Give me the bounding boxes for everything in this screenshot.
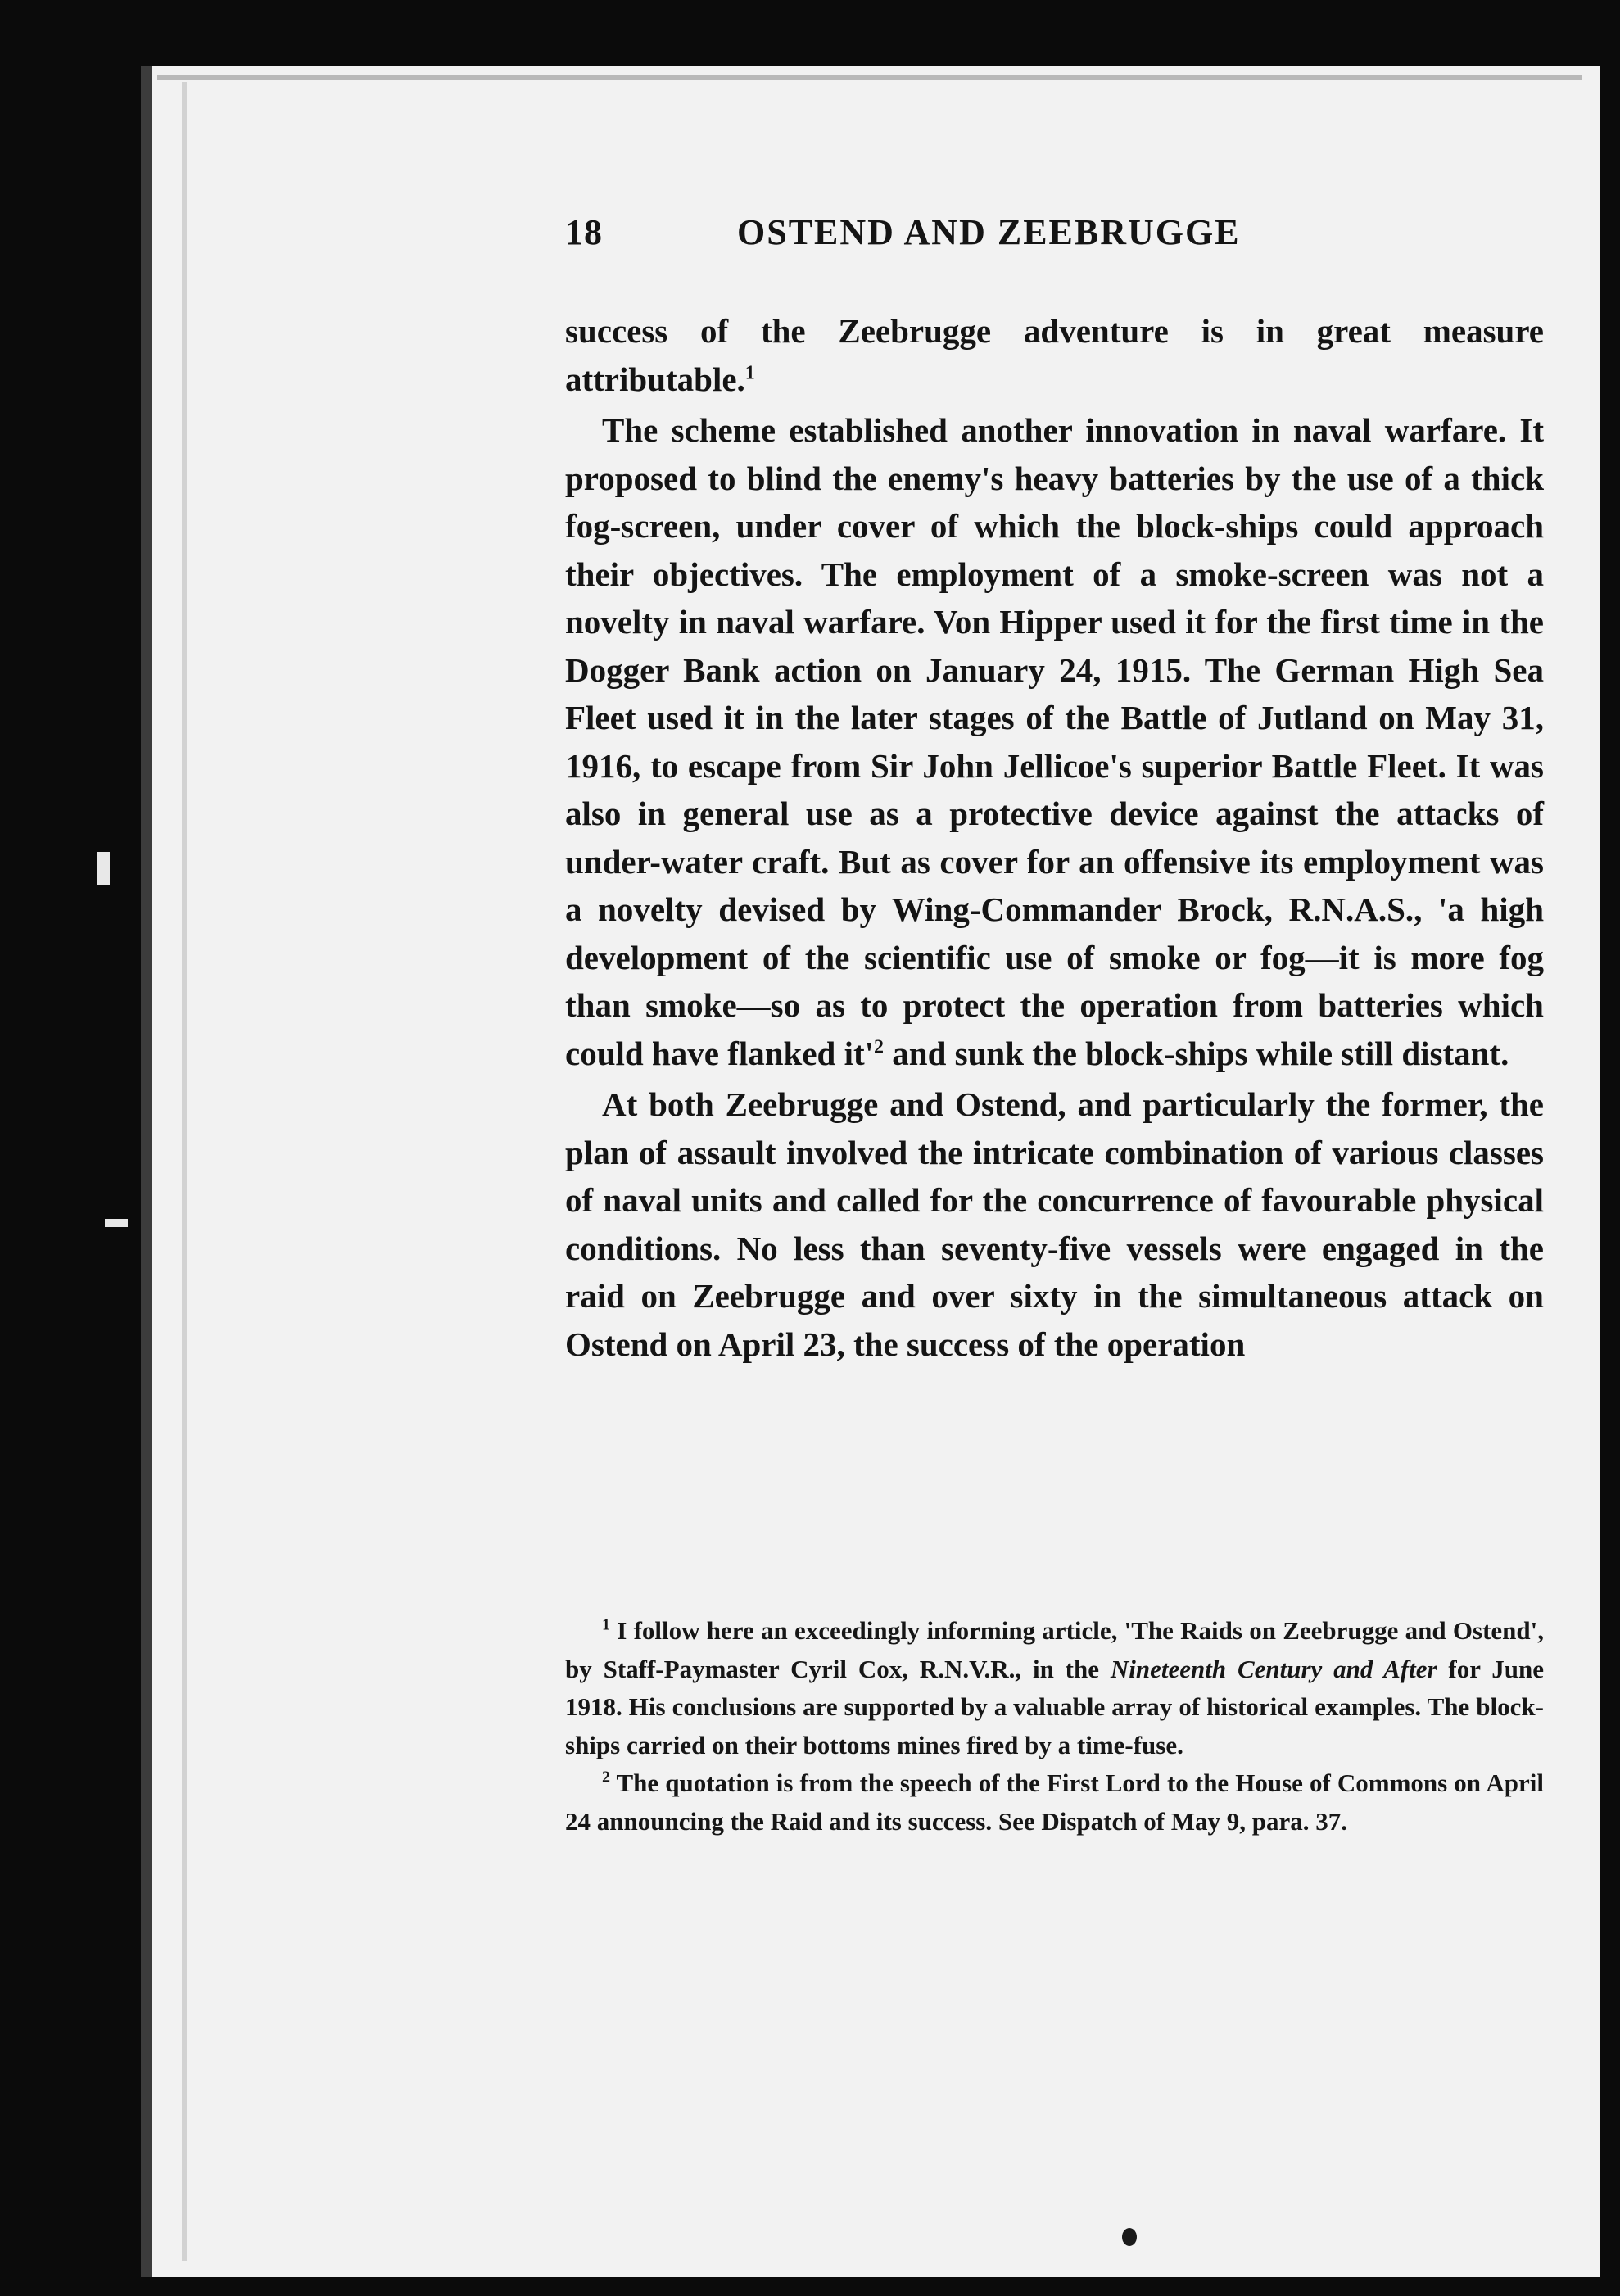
binding-speck bbox=[105, 1219, 128, 1227]
running-title: OSTEND AND ZEEBRUGGE bbox=[737, 212, 1241, 252]
body-text bbox=[565, 307, 1544, 1368]
footnote-ref-2: 2 bbox=[874, 1035, 885, 1057]
footnote-1-journal: Nineteenth Century and After bbox=[1110, 1654, 1437, 1683]
running-header bbox=[565, 211, 1384, 269]
footnote-2-marker: 2 bbox=[602, 1768, 610, 1787]
paragraph-2-text: The scheme established another innovation in naval warfare. It proposed to blind the enemy's heavy batteries by the use of a thick fog-screen, under cover of which the block-ships could approach their objectives. The employment of a smoke-screen was not a novelty in naval warfare. Von Hipper used it for the first time in the Dogger Bank action on January 24, 1915. The German High Sea Fleet used it in the later stages of the Battle of Jutland on May 31, 1916, to escape from Sir John Jellicoe's superior Battle Fleet. It was also in general use as a protective device against the attacks of under-water craft. But as cover for an offensive its employment was a novelty devised by Wing-Commander Brock, R.N.A.S., 'a high development of the scientific use of smoke or fog—it is more fog than smoke—so as to protect the operation from batteries which could have flanked it' bbox=[565, 411, 1544, 1072]
footnote-1-marker: 1 bbox=[602, 1615, 610, 1634]
footnotes bbox=[565, 1612, 1544, 1841]
binding-speck bbox=[97, 852, 110, 885]
paragraph-3: At both Zeebrugge and Ostend, and particularly the former, the plan of assault involved the intricate combination of various classes of naval units and called for the concurrence of favourable physical conditions. No less than seventy-five vessels were engaged in the raid on Zeebrugge and over sixty in the simultaneous attack on Ostend on April 23, the success of the operation bbox=[565, 1085, 1544, 1363]
paragraph-2-end: and sunk the block-ships while still distant. bbox=[884, 1034, 1509, 1072]
footnote-2 bbox=[565, 1764, 1544, 1841]
footnote-1-text-b: for June 1918. His conclusions are supported by a valuable array of historical examples. The block-ships carried on their bottoms mines fired by a time-fuse. bbox=[565, 1654, 1545, 1759]
footnote-1-text-a: I follow here an exceedingly informing article, 'The Raids on Zeebrugge and Ostend', by Staff-Paymaster Cyril Cox, R.N.V.R., in the bbox=[565, 1616, 1544, 1683]
page-top-edge bbox=[157, 75, 1582, 80]
footnote-2-text: The quotation is from the speech of the First Lord to the House of Commons on April 24 announcing the Raid and its success. See Dispatch of May 9, para. 37. bbox=[565, 1768, 1544, 1836]
paragraph-2 bbox=[565, 406, 1544, 1077]
footnote-ref-1: 1 bbox=[744, 361, 755, 383]
page-number: 18 bbox=[565, 212, 603, 252]
paragraph-1-text: success of the Zeebrugge adventure is in great measure attributable. bbox=[565, 312, 1544, 398]
footnote-1 bbox=[565, 1612, 1544, 1764]
page-binding-edge bbox=[182, 82, 187, 2261]
paragraph-1 bbox=[565, 307, 1544, 403]
ink-dot bbox=[1122, 2228, 1137, 2246]
